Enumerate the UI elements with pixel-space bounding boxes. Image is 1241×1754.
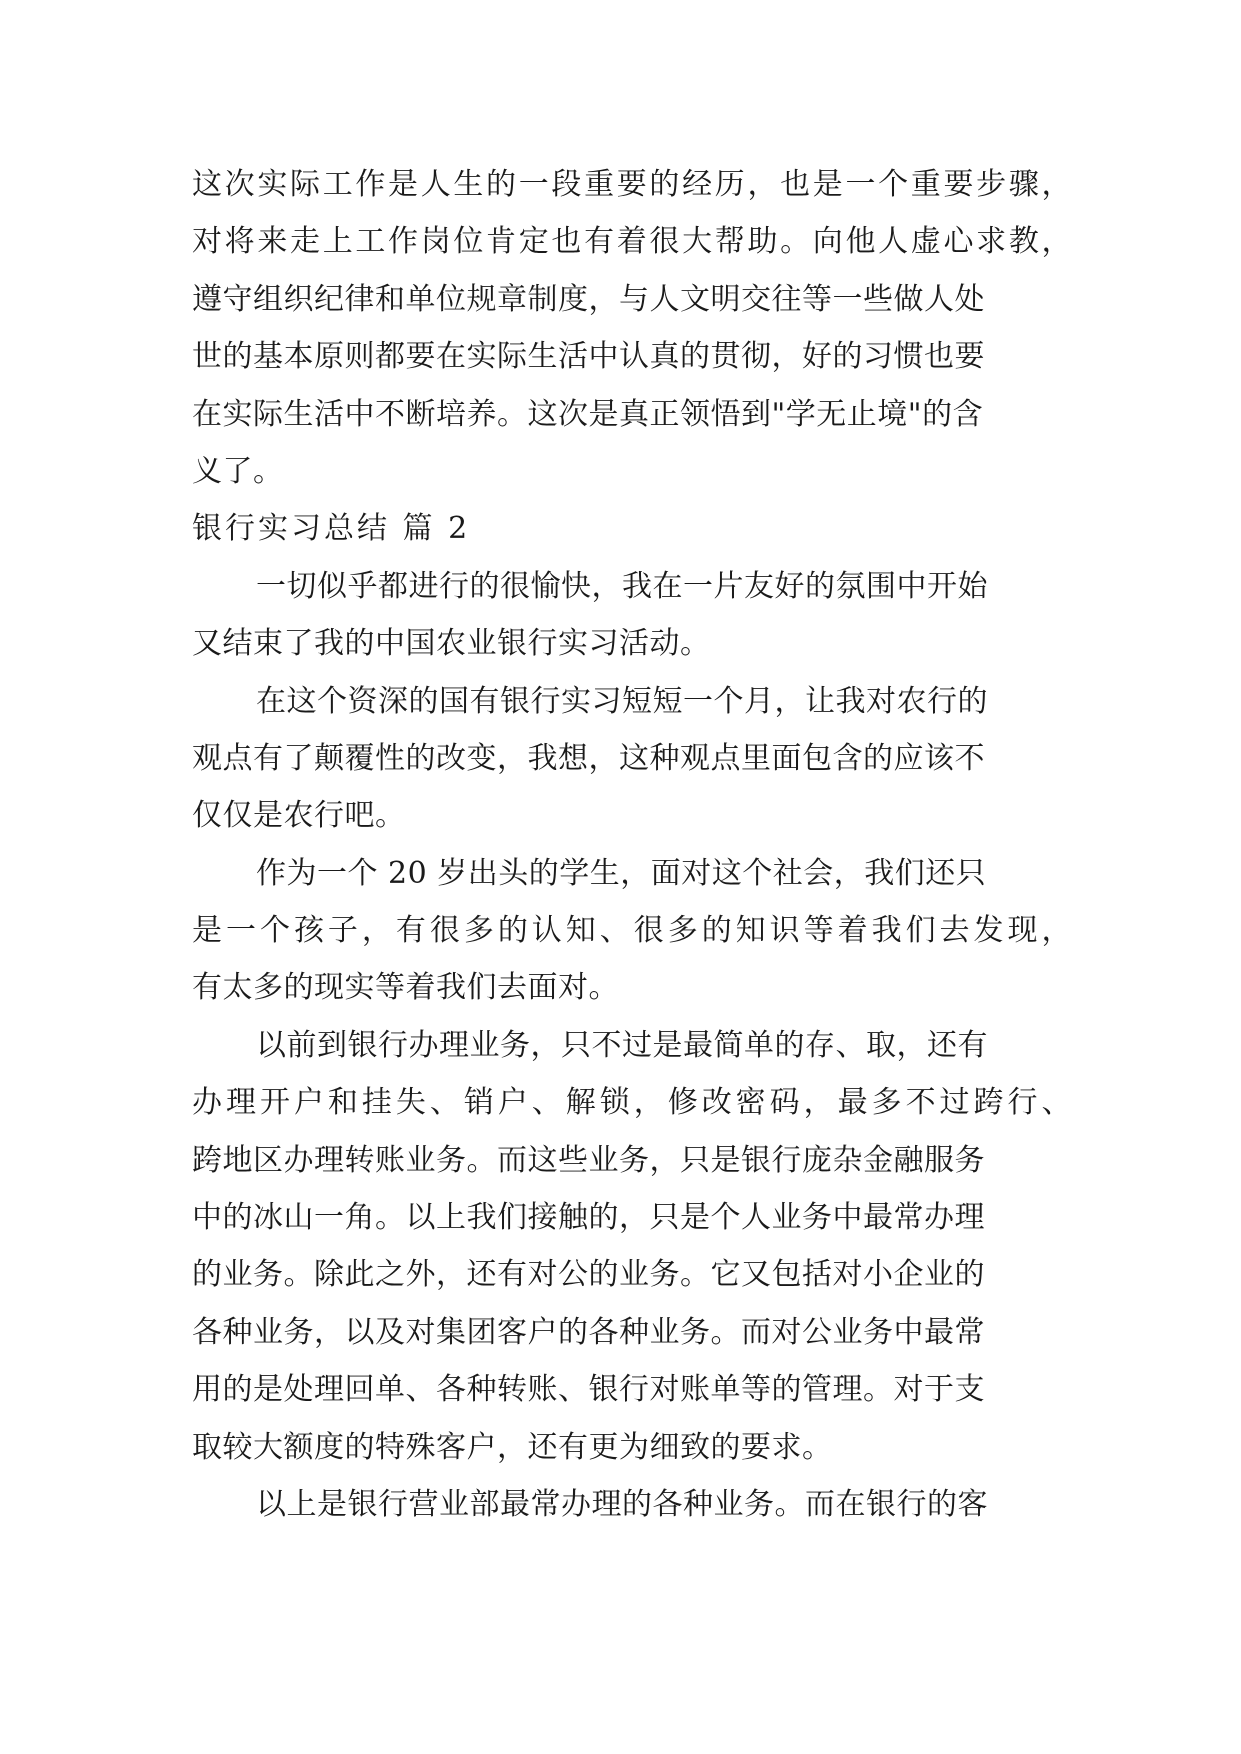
text-line: 各种业务，以及对集团客户的各种业务。而对公业务中最常 xyxy=(192,1314,985,1350)
text-line: 又结束了我的中国农业银行实习活动。 xyxy=(192,626,711,662)
paragraph xyxy=(192,845,1072,1017)
paragraph xyxy=(192,1017,1072,1476)
text-line: 以上是银行营业部最常办理的各种业务。而在银行的客 xyxy=(256,1486,988,1522)
text-line: 这次实际工作是人生的一段重要的经历，也是一个重要步骤， xyxy=(192,167,1072,202)
text-line: 是一个孩子，有很多的认知、很多的知识等着我们去发现， xyxy=(192,913,1072,949)
text-line: 用的是处理回单、各种转账、银行对账单等的管理。对于支 xyxy=(192,1372,985,1408)
paragraph xyxy=(192,673,1072,845)
text-line: 中的冰山一角。以上我们接触的，只是个人业务中最常办理 xyxy=(192,1200,985,1236)
paragraph xyxy=(192,1476,1072,1533)
text-line: 跨地区办理转账业务。而这些业务，只是银行庞杂金融服务 xyxy=(192,1142,985,1178)
text-line: 的业务。除此之外，还有对公的业务。它又包括对小企业的 xyxy=(192,1257,985,1293)
text-line: 世的基本原则都要在实际生活中认真的贯彻，好的习惯也要 xyxy=(192,339,985,375)
text-line: 义了。 xyxy=(192,453,284,489)
document-page xyxy=(192,156,1072,1533)
text-line: 作为一个 20 岁出头的学生，面对这个社会，我们还只 xyxy=(256,855,987,891)
text-line: 一切似乎都进行的很愉快，我在一片友好的氛围中开始 xyxy=(256,568,988,604)
text-line: 在实际生活中不断培养。这次是真正领悟到"学无止境"的含 xyxy=(192,396,984,432)
text-line: 在这个资深的国有银行实习短短一个月，让我对农行的 xyxy=(256,683,988,719)
text-line: 遵守组织纪律和单位规章制度，与人文明交往等一些做人处 xyxy=(192,281,985,317)
section-title: 银行实习总结 篇 2 xyxy=(192,511,471,547)
paragraph xyxy=(192,558,1072,673)
text-line: 以前到银行办理业务，只不过是最简单的存、取，还有 xyxy=(256,1027,988,1063)
text-line: 仅仅是农行吧。 xyxy=(192,798,406,834)
text-line: 办理开户和挂失、销户、解锁，修改密码，最多不过跨行、 xyxy=(192,1085,1072,1121)
intro-paragraph xyxy=(192,156,1072,500)
text-line: 有太多的现实等着我们去面对。 xyxy=(192,970,619,1006)
text-line: 取较大额度的特殊客户，还有更为细致的要求。 xyxy=(192,1429,833,1465)
text-line: 对将来走上工作岗位肯定也有着很大帮助。向他人虚心求教， xyxy=(192,224,1072,260)
text-line: 观点有了颠覆性的改变，我想，这种观点里面包含的应该不 xyxy=(192,740,985,776)
